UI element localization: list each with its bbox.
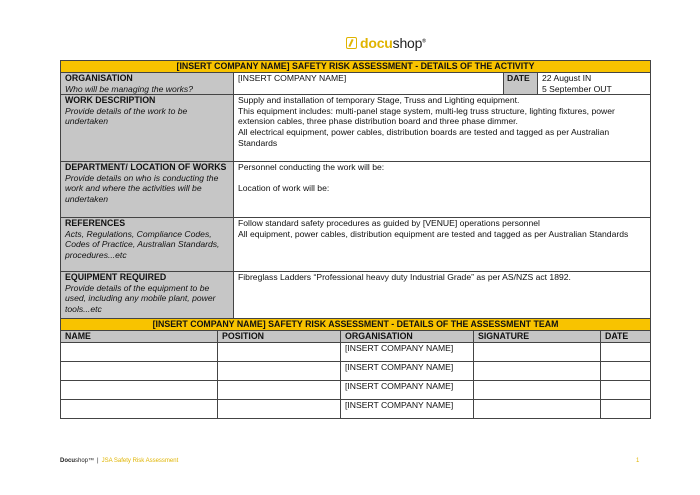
equipment-label: EQUIPMENT REQUIRED Provide details of the equipment to be used, including any mobile plant, power tools...etc [61, 272, 234, 320]
table-row [61, 381, 651, 400]
col-date: DATE [601, 331, 651, 343]
references-row [61, 218, 651, 272]
position-cell[interactable] [218, 400, 341, 419]
signature-cell[interactable] [474, 400, 601, 419]
table-row [61, 362, 651, 381]
col-organisation: ORGANISATION [341, 331, 474, 343]
page-footer [60, 458, 178, 464]
assessment-team-table [60, 318, 651, 419]
date-label: DATE [504, 73, 538, 95]
activity-heading: [INSERT COMPANY NAME] SAFETY RISK ASSESSMENT - DETAILS OF THE ACTIVITY [61, 61, 651, 73]
organisation-cell[interactable]: [INSERT COMPANY NAME] [341, 400, 474, 419]
table-row [61, 343, 651, 362]
references-label: REFERENCES Acts, Regulations, Compliance Codes, Codes of Practice, Australian Standards, procedures...etc [61, 218, 234, 272]
footer-separator: | [97, 458, 99, 464]
organisation-cell[interactable]: [INSERT COMPANY NAME] [341, 343, 474, 362]
activity-details-table [60, 60, 651, 320]
col-signature: SIGNATURE [474, 331, 601, 343]
name-cell[interactable] [61, 400, 218, 419]
organisation-cell[interactable]: [INSERT COMPANY NAME] [341, 362, 474, 381]
col-position: POSITION [218, 331, 341, 343]
signature-cell[interactable] [474, 362, 601, 381]
page-number: 1 [636, 458, 640, 464]
signature-cell[interactable] [474, 343, 601, 362]
equipment-row [61, 272, 651, 320]
references-value[interactable]: Follow standard safety procedures as guided by [VENUE] operations personnel All equipment, power cables, distribution equipment are tested and tagged as per Australian Standards [234, 218, 651, 272]
department-value[interactable]: Personnel conducting the work will be: Location of work will be: [234, 162, 651, 218]
table-row [61, 400, 651, 419]
footer-brand: Docushop™ [60, 458, 95, 464]
position-cell[interactable] [218, 343, 341, 362]
date-cell[interactable] [601, 400, 651, 419]
work-description-label: WORK DESCRIPTION Provide details of the work to be undertaken [61, 95, 234, 162]
organisation-row [61, 73, 651, 95]
footer-document-title: JSA Safety Risk Assessment [101, 458, 179, 464]
name-cell[interactable] [61, 381, 218, 400]
signature-cell[interactable] [474, 381, 601, 400]
docushop-logo [346, 35, 426, 51]
col-name: NAME [61, 331, 218, 343]
department-row [61, 162, 651, 218]
team-heading: [INSERT COMPANY NAME] SAFETY RISK ASSESSMENT - DETAILS OF THE ASSESSMENT TEAM [61, 319, 651, 331]
date-cell[interactable] [601, 381, 651, 400]
work-description-value[interactable]: Supply and installation of temporary Stage, Truss and Lighting equipment. This equipment includes: multi-panel stage system, multi-leg truss structure, lighting fixtures, power extension cables, three phase distribution board and three phase dimmer. All electrical equipment, power cables, distribution boards are tested and tagged as per Australian Standards [234, 95, 651, 162]
logo-text: docushop® [360, 35, 426, 51]
position-cell[interactable] [218, 381, 341, 400]
name-cell[interactable] [61, 343, 218, 362]
organisation-value[interactable]: [INSERT COMPANY NAME] [234, 73, 504, 95]
team-header-row [61, 331, 651, 343]
equipment-value[interactable]: Fibreglass Ladders “Professional heavy duty Industrial Grade” as per AS/NZS act 1892. [234, 272, 651, 320]
date-value[interactable]: 22 August IN 5 September OUT [538, 73, 651, 95]
date-cell[interactable] [601, 362, 651, 381]
department-label: DEPARTMENT/ LOCATION OF WORKS Provide details on who is conducting the work and where the activities will be undertaken [61, 162, 234, 218]
position-cell[interactable] [218, 362, 341, 381]
organisation-cell[interactable]: [INSERT COMPANY NAME] [341, 381, 474, 400]
logo-pencil-icon [346, 37, 357, 49]
name-cell[interactable] [61, 362, 218, 381]
work-description-row [61, 95, 651, 162]
date-cell[interactable] [601, 343, 651, 362]
organisation-label: ORGANISATION Who will be managing the works? [61, 73, 234, 95]
